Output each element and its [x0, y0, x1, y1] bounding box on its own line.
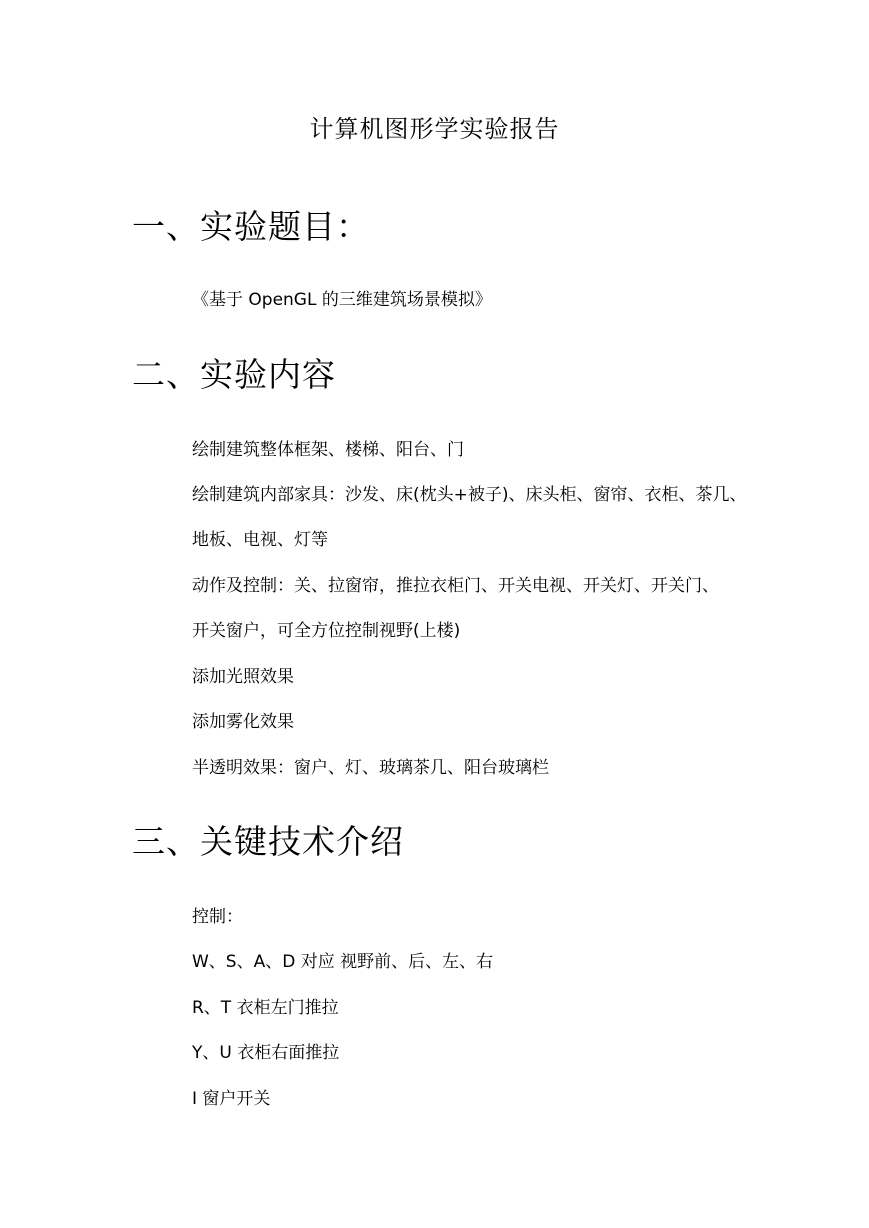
- section-heading-key-techniques: 三、关键技术介绍: [132, 822, 404, 861]
- content-paragraph: 添加光照效果: [192, 667, 294, 687]
- content-paragraph: 绘制建筑整体框架、楼梯、阳台、门: [192, 440, 464, 460]
- content-paragraph: 地板、电视、灯等: [192, 530, 328, 550]
- experiment-title-text: 《基于 OpenGL 的三维建筑场景模拟》: [192, 290, 492, 310]
- document-title: 计算机图形学实验报告: [309, 115, 560, 143]
- technique-paragraph: Y、U 衣柜右面推拉: [192, 1043, 340, 1063]
- content-paragraph: 添加雾化效果: [192, 712, 294, 732]
- content-paragraph: 开关窗户，可全方位控制视野(上楼): [192, 621, 461, 641]
- technique-paragraph: R、T 衣柜左门推拉: [192, 998, 339, 1018]
- content-paragraph: 半透明效果：窗户、灯、玻璃茶几、阳台玻璃栏: [192, 758, 549, 778]
- technique-paragraph: W、S、A、D 对应 视野前、后、左、右: [192, 952, 494, 972]
- content-paragraph: 动作及控制：关、拉窗帘，推拉衣柜门、开关电视、开关灯、开关门、: [192, 576, 719, 596]
- content-paragraph: 绘制建筑内部家具：沙发、床(枕头+被子)、床头柜、窗帘、衣柜、茶几、: [192, 485, 747, 505]
- technique-paragraph: 控制：: [192, 907, 243, 927]
- technique-paragraph: I 窗户开关: [192, 1089, 271, 1109]
- section-heading-experiment-title: 一、实验题目：: [132, 207, 370, 246]
- section-heading-experiment-content: 二、实验内容: [132, 355, 336, 394]
